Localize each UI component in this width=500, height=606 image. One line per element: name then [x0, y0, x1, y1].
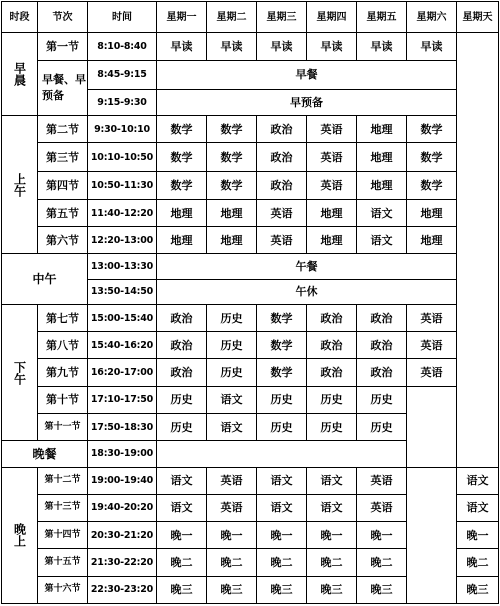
- section-label: 早餐、早预备: [38, 60, 88, 116]
- course-cell: 语文: [357, 199, 407, 226]
- header-day: 星期六: [407, 2, 457, 33]
- table-row: [2, 199, 499, 226]
- table-row: [2, 332, 499, 359]
- course-cell: 晚三: [207, 576, 257, 603]
- course-cell: 地理: [357, 171, 407, 199]
- time-cell: 11:40-12:20: [88, 199, 157, 226]
- table-row: [2, 116, 499, 143]
- section-label: 第三节: [38, 143, 88, 171]
- header-day: 星期五: [357, 2, 407, 33]
- course-cell: 历史: [307, 414, 357, 441]
- time-cell: 19:40-20:20: [88, 494, 157, 521]
- course-cell: 晚一: [357, 522, 407, 549]
- course-cell: 数学: [257, 304, 307, 331]
- course-cell: 政治: [357, 359, 407, 386]
- course-cell: 历史: [207, 304, 257, 331]
- course-cell: 数学: [407, 116, 457, 143]
- table-row: [2, 171, 499, 199]
- course-cell: 地理: [157, 199, 207, 226]
- sunday-cell: 晚一: [457, 522, 499, 549]
- course-cell: 晚三: [357, 576, 407, 603]
- sunday-cell: 语文: [457, 467, 499, 494]
- time-cell: 10:50-11:30: [88, 171, 157, 199]
- course-cell: 英语: [307, 143, 357, 171]
- course-cell: 英语: [257, 227, 307, 254]
- segment-label: 中午: [2, 254, 88, 305]
- time-cell: 17:10-17:50: [88, 386, 157, 413]
- section-label: 第十六节: [38, 576, 88, 603]
- segment-label: 晚上: [2, 467, 38, 603]
- section-label: 第八节: [38, 332, 88, 359]
- course-cell: 英语: [357, 494, 407, 521]
- header-row: [2, 2, 499, 33]
- section-label: 第一节: [38, 33, 88, 60]
- course-cell: 历史: [307, 386, 357, 413]
- course-cell: 语文: [307, 494, 357, 521]
- course-cell: 语文: [207, 386, 257, 413]
- course-cell: 英语: [307, 116, 357, 143]
- course-cell: 地理: [307, 199, 357, 226]
- section-label: 第二节: [38, 116, 88, 143]
- class-schedule-table: [1, 1, 499, 604]
- course-cell: 政治: [157, 304, 207, 331]
- table-row: [2, 467, 499, 494]
- course-cell: 英语: [307, 171, 357, 199]
- section-label: 第七节: [38, 304, 88, 331]
- course-cell: 政治: [157, 332, 207, 359]
- course-cell: 历史: [257, 386, 307, 413]
- section-label: 第五节: [38, 199, 88, 226]
- course-cell: 语文: [157, 467, 207, 494]
- segment-label: 下午: [2, 304, 38, 440]
- merged-activity-cell: 午休: [157, 279, 457, 304]
- merged-activity-cell: 午餐: [157, 254, 457, 279]
- sunday-empty-cell: [457, 33, 499, 467]
- course-cell: 语文: [307, 467, 357, 494]
- course-cell: 晚三: [257, 576, 307, 603]
- course-cell: 英语: [407, 304, 457, 331]
- section-label: 第十五节: [38, 549, 88, 576]
- course-cell: 地理: [207, 199, 257, 226]
- section-label: 第十二节: [38, 467, 88, 494]
- course-cell: 历史: [357, 414, 407, 441]
- course-cell: 政治: [307, 359, 357, 386]
- course-cell: 英语: [207, 494, 257, 521]
- section-label: 第九节: [38, 359, 88, 386]
- course-cell: 政治: [257, 171, 307, 199]
- dinner-empty-cell: [157, 441, 407, 467]
- course-cell: 数学: [257, 359, 307, 386]
- sunday-cell: 语文: [457, 494, 499, 521]
- course-cell: 地理: [157, 227, 207, 254]
- saturday-empty-cell: [407, 467, 457, 603]
- course-cell: 地理: [357, 116, 407, 143]
- merged-activity-cell: 早餐: [157, 60, 457, 89]
- table-row: [2, 359, 499, 386]
- sunday-cell: 晚三: [457, 576, 499, 603]
- time-cell: 15:40-16:20: [88, 332, 157, 359]
- course-cell: 政治: [307, 332, 357, 359]
- time-cell: 13:50-14:50: [88, 279, 157, 304]
- time-cell: 18:30-19:00: [88, 441, 157, 467]
- course-cell: 历史: [257, 414, 307, 441]
- course-cell: 英语: [357, 467, 407, 494]
- course-cell: 语文: [157, 494, 207, 521]
- section-label: 第四节: [38, 171, 88, 199]
- course-cell: 地理: [357, 143, 407, 171]
- time-cell: 10:10-10:50: [88, 143, 157, 171]
- merged-activity-cell: 早预备: [157, 89, 457, 115]
- course-cell: 晚三: [157, 576, 207, 603]
- course-cell: 政治: [307, 304, 357, 331]
- course-cell: 地理: [407, 199, 457, 226]
- section-label: 第十节: [38, 386, 88, 413]
- table-row: [2, 254, 499, 279]
- table-row: [2, 143, 499, 171]
- header-section: 节次: [38, 2, 88, 33]
- table-row: [2, 227, 499, 254]
- section-label: 第十四节: [38, 522, 88, 549]
- time-cell: 12:20-13:00: [88, 227, 157, 254]
- time-cell: 9:15-9:30: [88, 89, 157, 115]
- course-cell: 数学: [257, 332, 307, 359]
- course-cell: 英语: [407, 332, 457, 359]
- time-cell: 16:20-17:00: [88, 359, 157, 386]
- course-cell: 早读: [157, 33, 207, 60]
- segment-label: 上午: [2, 116, 38, 254]
- table-row: [2, 33, 499, 60]
- course-cell: 数学: [207, 116, 257, 143]
- section-label: 第十三节: [38, 494, 88, 521]
- course-cell: 政治: [257, 143, 307, 171]
- course-cell: 晚二: [307, 549, 357, 576]
- course-cell: 晚一: [307, 522, 357, 549]
- course-cell: 英语: [407, 359, 457, 386]
- time-cell: 19:00-19:40: [88, 467, 157, 494]
- course-cell: 政治: [157, 359, 207, 386]
- course-cell: 语文: [357, 227, 407, 254]
- time-cell: 22:30-23:20: [88, 576, 157, 603]
- section-label: 第十一节: [38, 414, 88, 441]
- header-day: 星期天: [457, 2, 499, 33]
- time-cell: 20:30-21:20: [88, 522, 157, 549]
- course-cell: 语文: [257, 494, 307, 521]
- course-cell: 晚二: [207, 549, 257, 576]
- course-cell: 历史: [357, 386, 407, 413]
- time-cell: 9:30-10:10: [88, 116, 157, 143]
- course-cell: 数学: [407, 171, 457, 199]
- course-cell: 数学: [157, 116, 207, 143]
- course-cell: 历史: [157, 386, 207, 413]
- time-cell: 13:00-13:30: [88, 254, 157, 279]
- header-day: 星期三: [257, 2, 307, 33]
- course-cell: 早读: [257, 33, 307, 60]
- time-cell: 17:50-18:30: [88, 414, 157, 441]
- course-cell: 英语: [207, 467, 257, 494]
- course-cell: 地理: [207, 227, 257, 254]
- course-cell: 英语: [257, 199, 307, 226]
- course-cell: 晚一: [157, 522, 207, 549]
- course-cell: 晚一: [257, 522, 307, 549]
- course-cell: 数学: [207, 143, 257, 171]
- table-row: [2, 304, 499, 331]
- course-cell: 数学: [407, 143, 457, 171]
- course-cell: 历史: [157, 414, 207, 441]
- section-label: 第六节: [38, 227, 88, 254]
- header-time: 时间: [88, 2, 157, 33]
- course-cell: 政治: [257, 116, 307, 143]
- course-cell: 数学: [207, 171, 257, 199]
- course-cell: 晚二: [257, 549, 307, 576]
- saturday-empty-cell: [407, 386, 457, 467]
- sunday-cell: 晚二: [457, 549, 499, 576]
- course-cell: 晚三: [307, 576, 357, 603]
- course-cell: 历史: [207, 332, 257, 359]
- course-cell: 早读: [407, 33, 457, 60]
- segment-label: 晚餐: [2, 441, 88, 467]
- time-cell: 15:00-15:40: [88, 304, 157, 331]
- time-cell: 8:10-8:40: [88, 33, 157, 60]
- course-cell: 晚二: [357, 549, 407, 576]
- course-cell: 早读: [357, 33, 407, 60]
- course-cell: 早读: [207, 33, 257, 60]
- segment-label: 早晨: [2, 33, 38, 116]
- header-day: 星期一: [157, 2, 207, 33]
- course-cell: 数学: [157, 143, 207, 171]
- course-cell: 语文: [257, 467, 307, 494]
- time-cell: 8:45-9:15: [88, 60, 157, 89]
- header-period: 时段: [2, 2, 38, 33]
- time-cell: 21:30-22:20: [88, 549, 157, 576]
- course-cell: 历史: [207, 359, 257, 386]
- course-cell: 早读: [307, 33, 357, 60]
- table-row: [2, 386, 499, 413]
- course-cell: 晚二: [157, 549, 207, 576]
- course-cell: 地理: [307, 227, 357, 254]
- course-cell: 晚一: [207, 522, 257, 549]
- course-cell: 地理: [407, 227, 457, 254]
- course-cell: 政治: [357, 304, 407, 331]
- header-day: 星期四: [307, 2, 357, 33]
- course-cell: 语文: [207, 414, 257, 441]
- header-day: 星期二: [207, 2, 257, 33]
- course-cell: 政治: [357, 332, 407, 359]
- course-cell: 数学: [157, 171, 207, 199]
- table-row: [2, 60, 499, 89]
